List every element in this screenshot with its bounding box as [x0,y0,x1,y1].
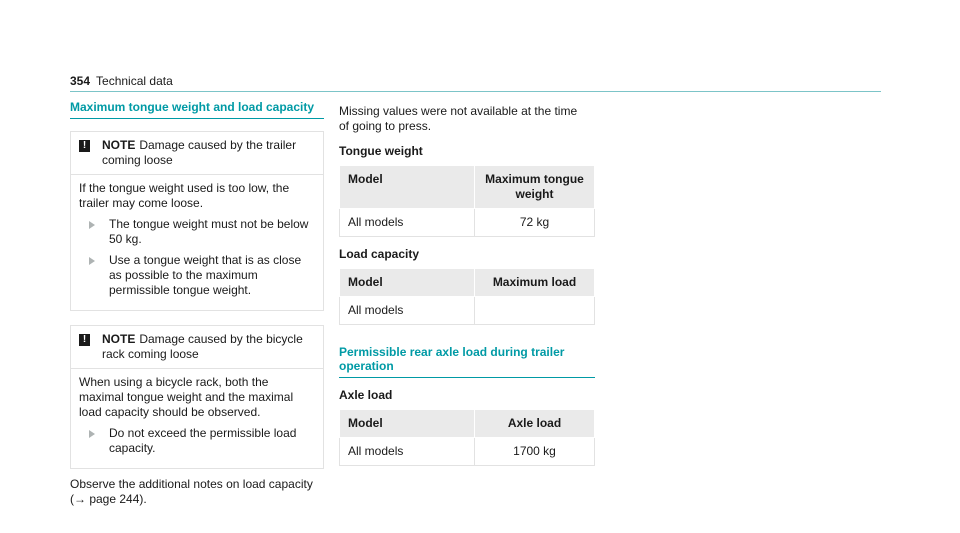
middle-column [339,100,595,466]
table-header-row [340,410,595,438]
note-title-wrap [102,138,315,168]
section-heading-axle-load: Permissible rear axle load during trailer operation [339,345,595,378]
table-header-cell: Model [340,269,475,297]
step-text: Do not exceed the permissible load capacity. [109,426,297,455]
step-item [81,217,315,247]
table-header-row [340,166,595,209]
table-header-row [340,269,595,297]
note-header [71,326,323,369]
note-title: Damage caused by the trailer coming loose [102,138,297,167]
note-body [71,175,323,310]
note-header [71,132,323,175]
note-body [71,369,323,468]
page-number: 354 [70,74,91,88]
table-cell [475,297,595,325]
axle-load-table [339,409,595,466]
note-text: When using a bicycle rack, both the maximal tongue weight and the maximal load capacity should be observed. [79,375,294,419]
warning-icon: ! [79,140,90,152]
note-label: NOTE [102,332,136,346]
page-header [70,74,881,92]
table-cell: 72 kg [475,209,595,237]
section-heading-tongue-weight: Maximum tongue weight and load capacity [70,100,324,119]
intro-text: Missing values were not available at the time of going to press. [339,104,578,133]
table-row [340,209,595,237]
tongue-weight-heading: Tongue weight [339,144,423,158]
note-text: If the tongue weight used is too low, the trailer may come loose. [79,181,290,210]
table-header-cell: Maximum tongue weight [475,166,595,209]
page-title: Technical data [96,74,173,88]
note-box-trailer [70,131,324,311]
step-arrow-icon [89,430,95,438]
load-capacity-heading: Load capacity [339,247,420,261]
step-item [81,253,315,298]
step-arrow-icon [89,221,95,229]
table-row [340,297,595,325]
table-header-cell: Model [340,410,475,438]
step-item [81,426,315,456]
left-column [70,100,324,507]
table-cell: All models [340,438,475,466]
step-text: The tongue weight must not be below 50 kg. [109,217,309,246]
note-box-bicycle-rack [70,325,324,469]
note-title-wrap [102,332,315,362]
tongue-weight-table [339,165,595,237]
step-arrow-icon [89,257,95,265]
table-header-cell: Maximum load [475,269,595,297]
table-row [340,438,595,466]
table-header-cell: Model [340,166,475,209]
warning-icon: ! [79,334,90,346]
axle-load-heading: Axle load [339,388,393,402]
table-cell: All models [340,297,475,325]
load-capacity-table [339,268,595,325]
step-text: Use a tongue weight that is as close as possible to the maximum permissible tongue weight. [109,253,302,297]
note-label: NOTE [102,138,136,152]
note-title: Damage caused by the bicycle rack coming loose [102,332,303,361]
table-header-cell: Axle load [475,410,595,438]
table-cell: All models [340,209,475,237]
table-cell: 1700 kg [475,438,595,466]
load-capacity-reference: Observe the additional notes on load capacity (→ page 244). [70,477,313,506]
